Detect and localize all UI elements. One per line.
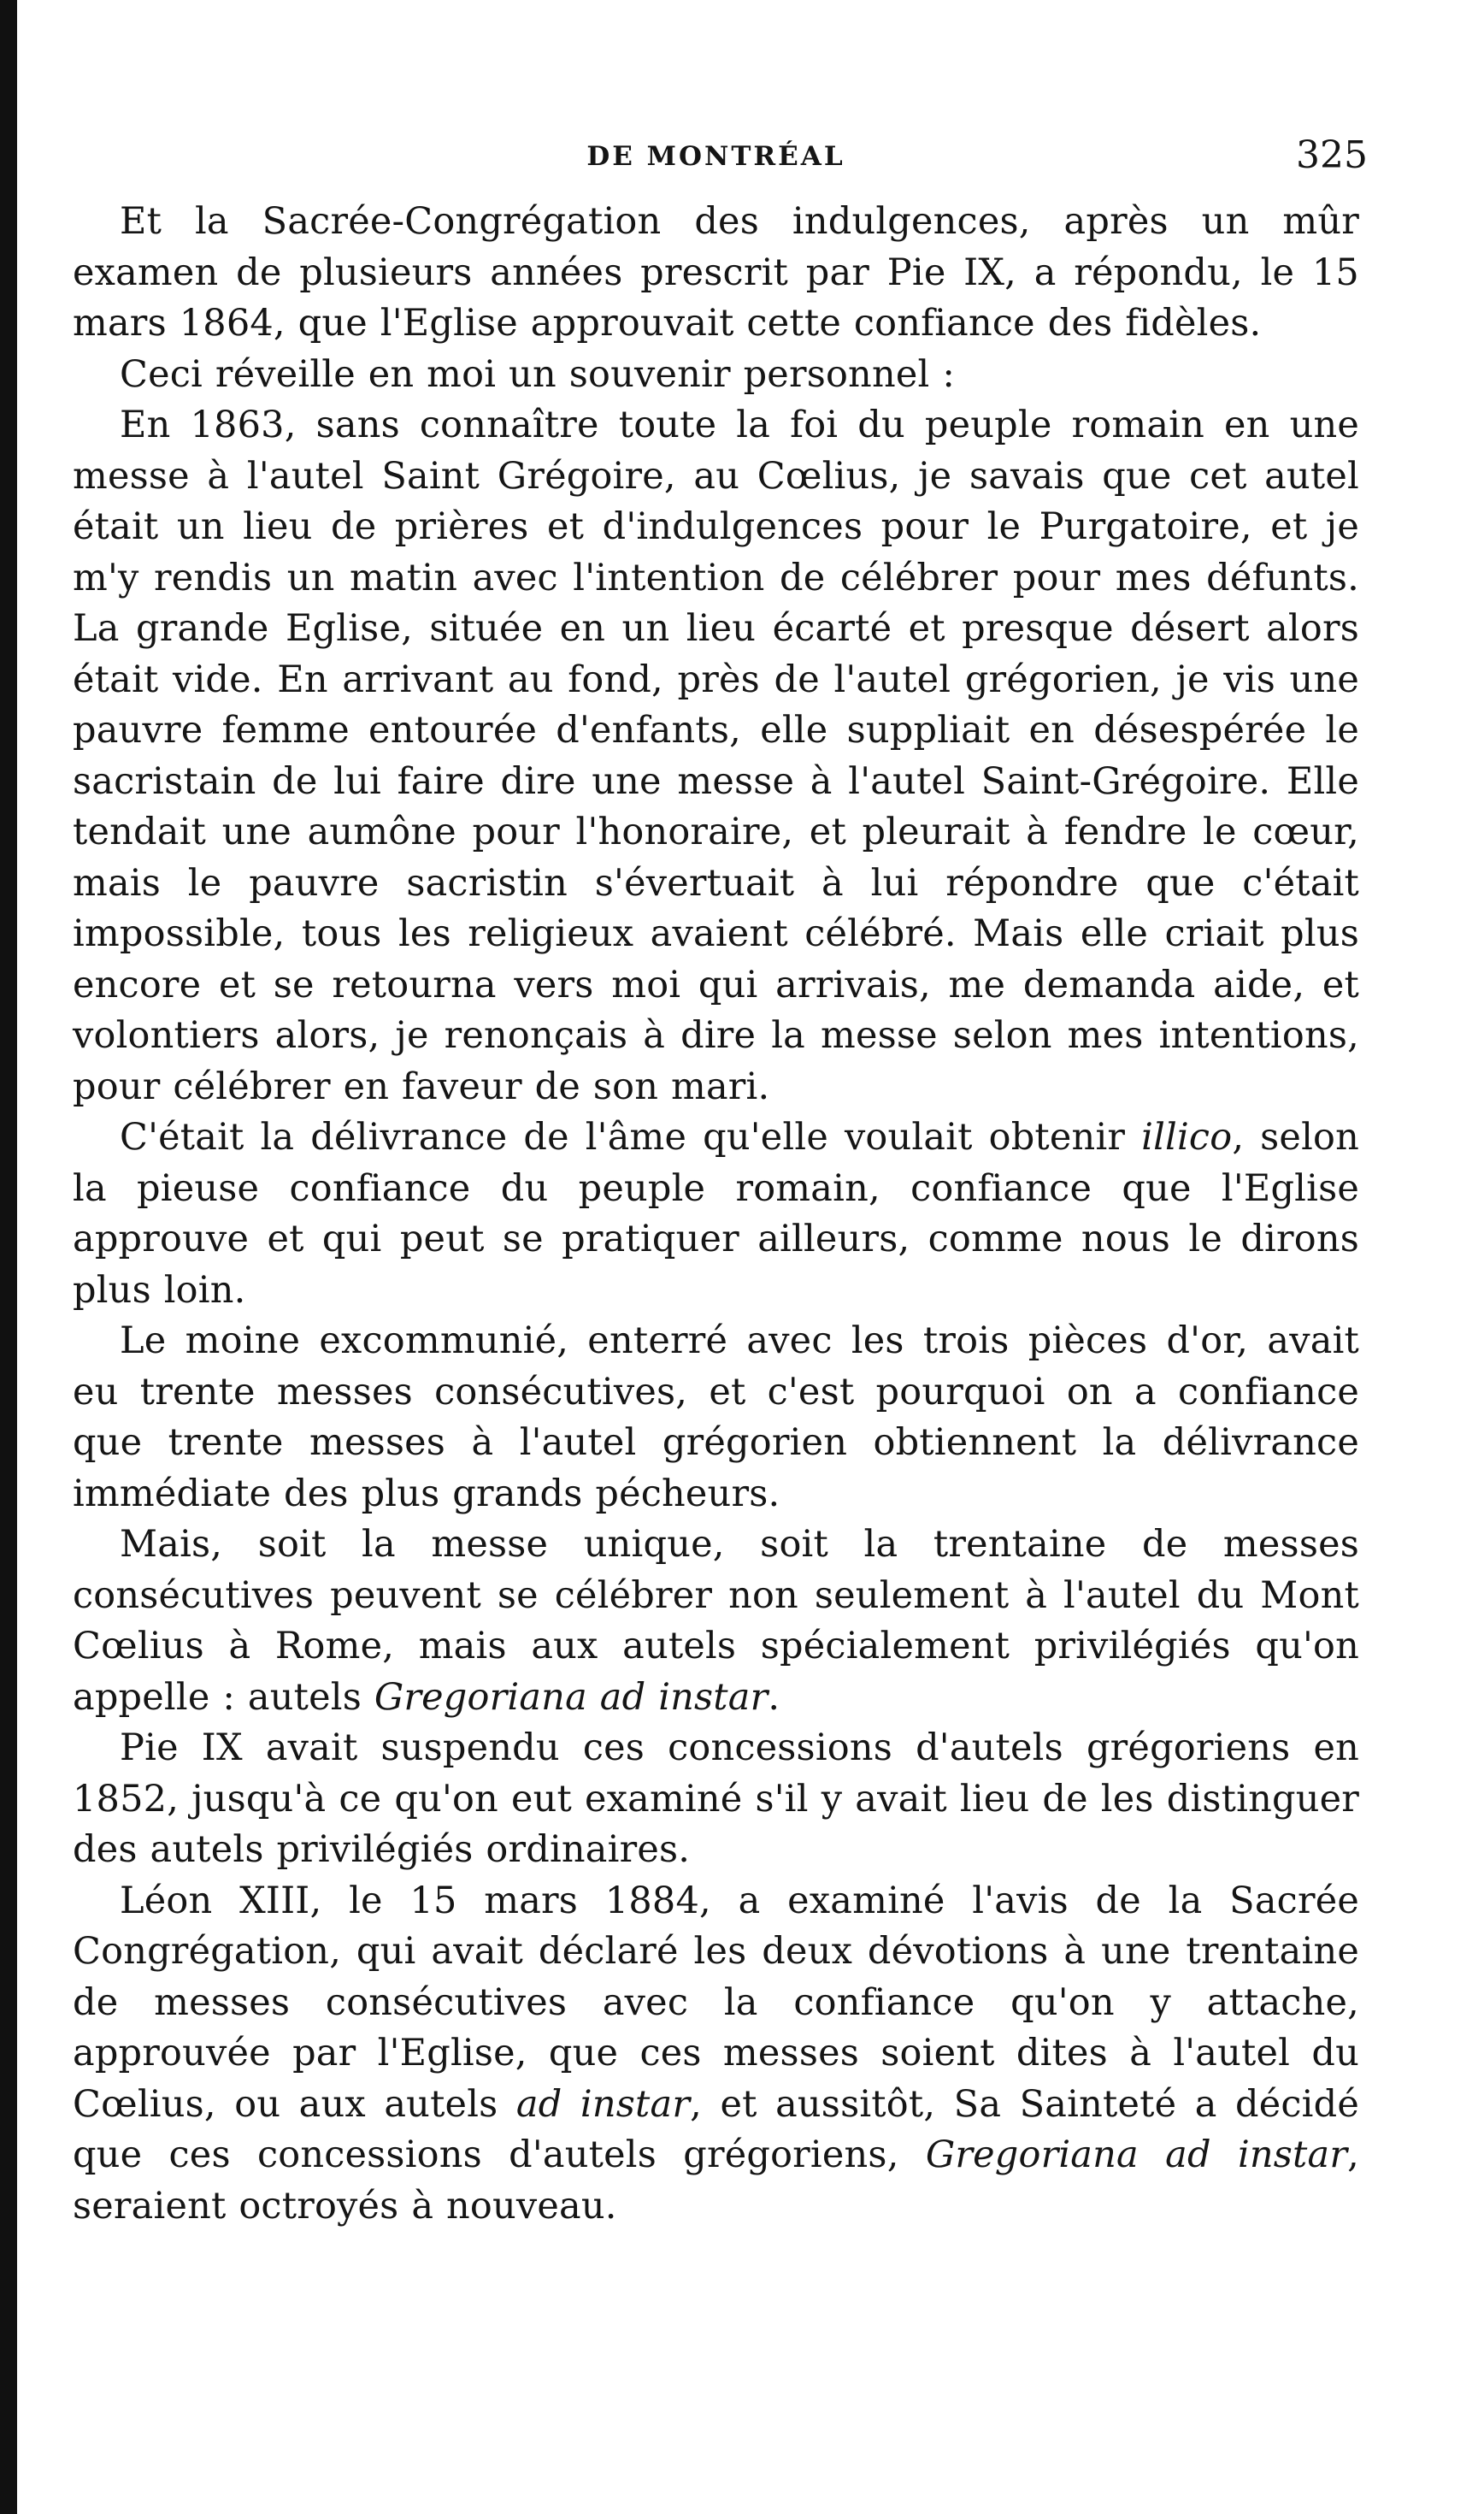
paragraph (73, 197, 1359, 350)
running-title: DE MONTRÉAL (586, 141, 845, 172)
text-segment: , seraient octroyés à nouveau. (73, 2133, 1359, 2228)
book-page (73, 128, 1368, 2232)
italic-term: Gregoriana ad instar (374, 1675, 768, 1719)
text-segment: Le moine excommunié, enterré avec les trois pièces d'or, avait eu trente messes consécutives, et c'est pourquoi on a confiance que trente messes à l'autel grégorien obtiennent la délivrance immédiate des plus grands pécheurs. (73, 1319, 1359, 1515)
text-segment: Et la Sacrée-Congrégation des indulgences, après un mûr examen de plusieurs années prescrit par Pie IX, a répondu, le 15 mars 1864, que l'Eglise approuvait cette confiance des fidèles. (73, 200, 1359, 345)
italic-term: Gregoriana ad instar (925, 2133, 1348, 2176)
paragraph (73, 1876, 1359, 2233)
text-segment: , et aussitôt, Sa Sainteté a décidé que ces concessions d'autels grégoriens, (73, 2082, 1359, 2176)
text-segment: . (768, 1675, 780, 1719)
paragraph (73, 1723, 1359, 1876)
text-segment: , selon la pieuse confiance du peuple romain, confiance que l'Eglise approuve et qui peut se pratiquer ailleurs, comme nous le dirons plus loin. (73, 1116, 1359, 1312)
page-number: 325 (1296, 133, 1368, 177)
text-segment: Mais, soit la messe unique, soit la trentaine de messes consécutives peuvent se célébrer non seulement à l'autel du Mont Cœlius à Rome, mais aux autels spécialement privilégiés qu'on appelle : autels (73, 1523, 1359, 1719)
paragraph (73, 1112, 1359, 1316)
italic-term: illico (1141, 1116, 1233, 1159)
page-edge-shadow (0, 0, 17, 2514)
italic-term: ad instar (515, 2082, 691, 2126)
body-text (73, 197, 1359, 2232)
text-segment: Léon XIII, le 15 mars 1884, a examiné l'avis de la Sacrée Congrégation, qui avait déclaré les deux dévotions à une trentaine de messes consécutives avec la confiance qu'on y attache, approuvée par l'Eglise, que ces messes soient dites à l'autel du Cœlius, ou aux autels (73, 1879, 1359, 2126)
text-segment: En 1863, sans connaître toute la foi du peuple romain en une messe à l'autel Saint Grégoire, au Cœlius, je savais que cet autel était un lieu de prières et d'indulgences pour le Purgatoire, et je m'y rendis un matin avec l'intention de célébrer pour mes défunts. La grande Eglise, située en un lieu écarté et presque désert alors était vide. En arrivant au fond, près de l'autel grégorien, je vis une pauvre femme entourée d'enfants, elle suppliait en désespérée le sacristain de lui faire dire une messe à l'autel Saint-Grégoire. Elle tendait une aumône pour l'honoraire, et pleurait à fendre le cœur, mais le pauvre sacristin s'évertuait à lui répondre que c'était impossible, tous les religieux avaient célébré. Mais elle criait plus encore et se retourna vers moi qui arrivais, me demanda aide, et volontiers alors, je renonçais à dire la messe selon mes intentions, pour célébrer en faveur de son mari. (73, 404, 1359, 1108)
text-segment: C'était la délivrance de l'âme qu'elle voulait obtenir (120, 1116, 1142, 1159)
paragraph (73, 1316, 1359, 1520)
running-header (73, 128, 1368, 197)
paragraph (73, 1520, 1359, 1723)
paragraph (73, 350, 1359, 401)
text-segment: Pie IX avait suspendu ces concessions d'autels grégoriens en 1852, jusqu'à ce qu'on eut examiné s'il y avait lieu de les distinguer des autels privilégiés ordinaires. (73, 1726, 1359, 1871)
text-segment: Ceci réveille en moi un souvenir personnel : (120, 352, 956, 396)
paragraph (73, 400, 1359, 1112)
